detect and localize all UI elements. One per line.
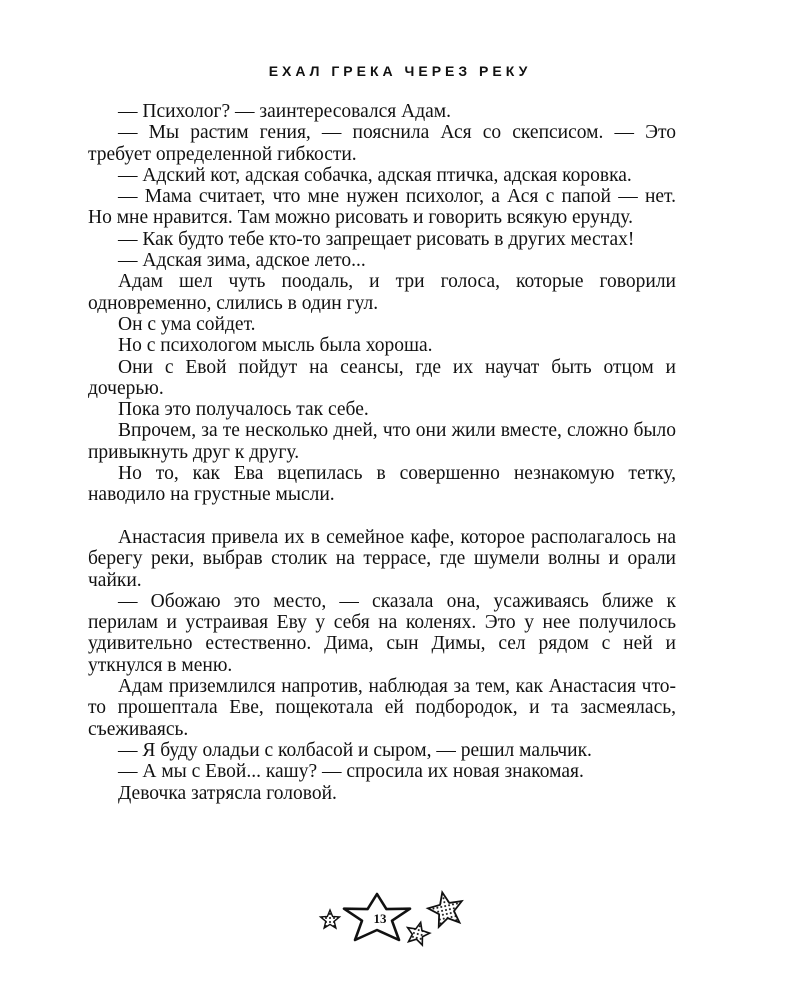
- page-footer: [0, 872, 800, 972]
- running-head: ЕХАЛ ГРЕКА ЧЕРЕЗ РЕКУ: [268, 63, 532, 79]
- paragraph: — Адский кот, адская собачка, адская птичка, адская коровка.: [118, 164, 632, 186]
- paragraph: Впрочем, за те несколько дней, что они жили вместе, сложно было привыкнуть друг к другу.: [88, 420, 676, 463]
- stars-decoration: [0, 872, 800, 972]
- paragraph: — Как будто тебе кто-то запрещает рисовать в других местах!: [118, 228, 635, 250]
- paragraph: — Мы растим гения, — пояснила Ася со скепсисом. — Это требует определенной гибкости.: [88, 122, 676, 165]
- paragraph: — Я буду оладьи с колбасой и сыром, — решил мальчик.: [118, 739, 592, 761]
- paragraph: — Психолог? — заинтересовался Адам.: [118, 101, 452, 122]
- page-number: 13: [373, 911, 387, 926]
- dotted-star-icon: [425, 889, 466, 928]
- paragraph: Но с психологом мысль была хороша.: [118, 335, 433, 357]
- small-star-icon: [404, 920, 431, 947]
- paragraph: Адам приземлился напротив, наблюдая за тем, как Анастасия что-то прошептала Еве, пощекотала ей подбородок, и та засмеялась, съеживаясь.: [88, 676, 676, 740]
- paragraph: Девочка затрясла головой.: [118, 782, 337, 804]
- paragraph: Адам шел чуть поодаль, и три голоса, которые говорили одновременно, слились в один гул.: [88, 271, 676, 314]
- paragraph: Но то, как Ева вцепилась в совершенно незнакомую тетку, наводило на грустные мысли.: [88, 463, 676, 506]
- paragraph: Анастасия привела их в семейное кафе, которое располагалось на берегу реки, выбрав столик на террасе, где шумели волны и орали чайки.: [88, 526, 676, 591]
- body-text: [88, 101, 676, 804]
- paragraph: Он с ума сойдет.: [118, 313, 256, 335]
- paragraph: — Адская зима, адское лето...: [118, 250, 366, 272]
- paragraph: — Мама считает, что мне нужен психолог, а Ася с папой — нет. Но мне нравится. Там можно рисовать и говорить всякую ерунду.: [88, 186, 676, 229]
- paragraph: Они с Евой пойдут на сеансы, где их научат быть отцом и дочерью.: [88, 356, 676, 399]
- paragraph: — Обожаю это место, — сказала она, усаживаясь ближе к перилам и устраивая Еву у себя на коленях. Это у нее получилось удивительно естественно. Дима, сын Димы, сел рядом с ней и уткнулся в меню.: [88, 590, 676, 676]
- small-star-icon: [321, 910, 340, 928]
- paragraph: Пока это получалось так себе.: [118, 399, 369, 421]
- paragraph: — А мы с Евой... кашу? — спросила их новая знакомая.: [118, 761, 584, 783]
